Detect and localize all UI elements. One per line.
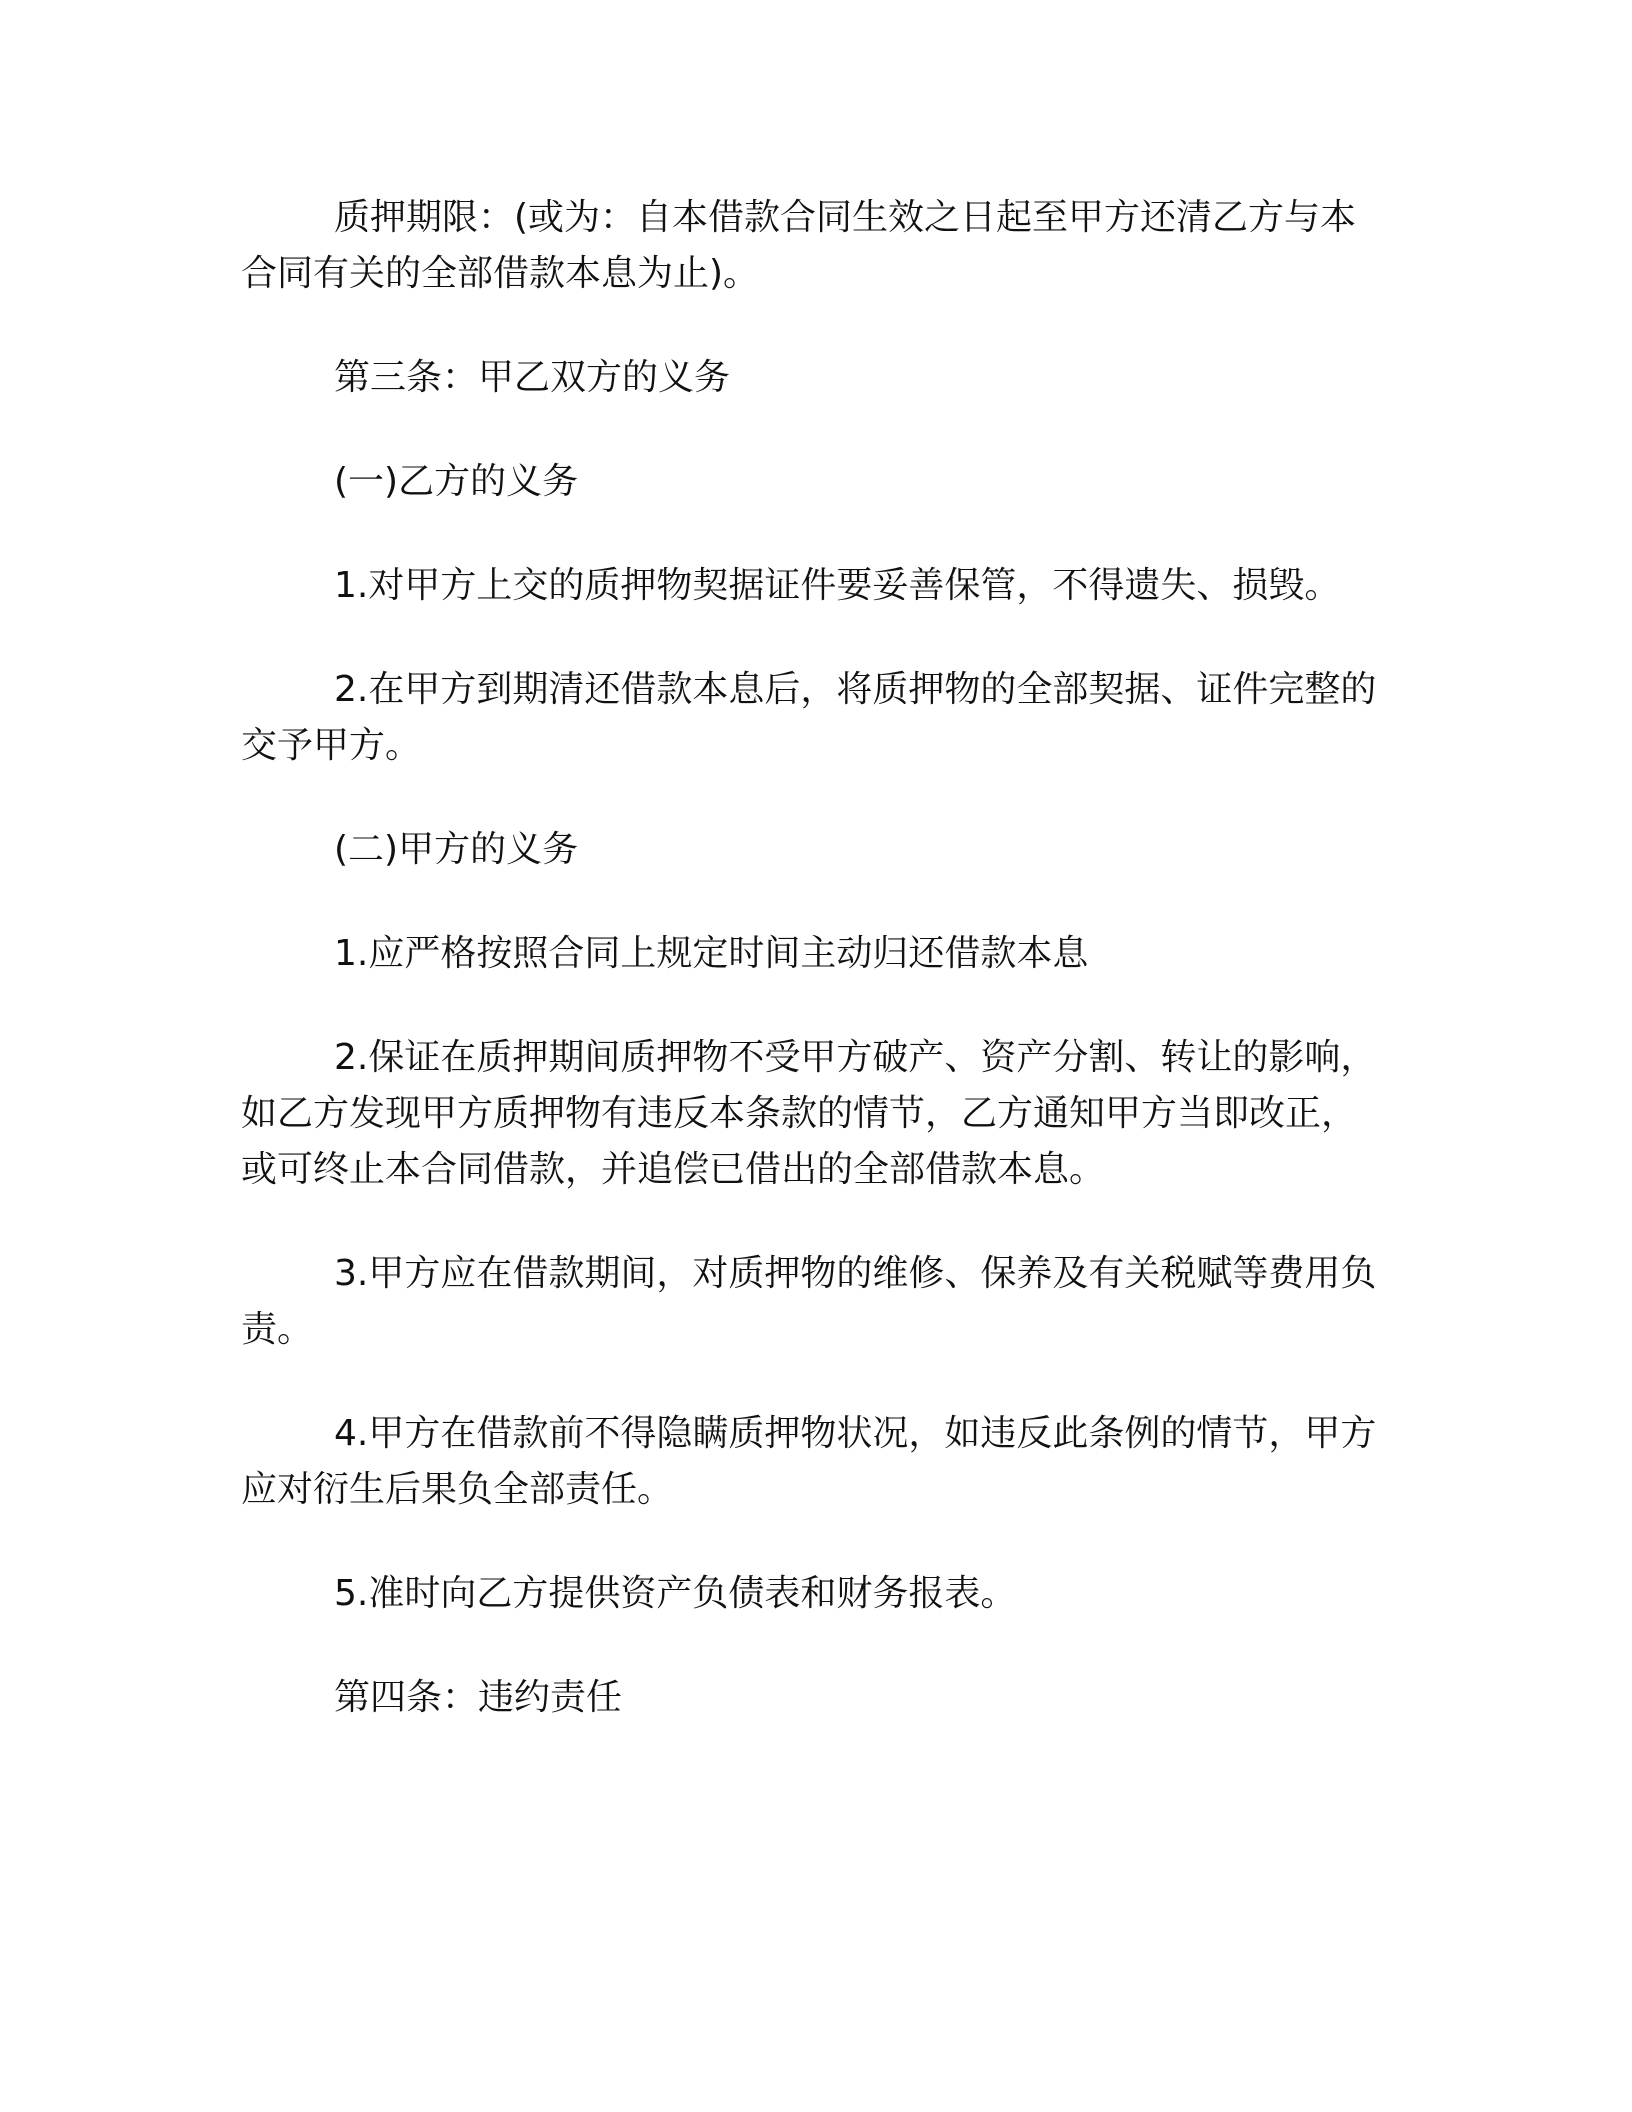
paragraph-a-obligation-3: 3.甲方应在借款期间，对质押物的维修、保养及有关税赋等费用负责。: [241, 1253, 1377, 1350]
subheading-party-b-obligations: (一)乙方的义务: [334, 461, 579, 502]
document-body: [241, 190, 1381, 1774]
paragraph-pledge-term: 质押期限：(或为：自本借款合同生效之日起至甲方还清乙方与本合同有关的全部借款本息为止)。: [241, 197, 1357, 294]
paragraph-a-obligation-4: 4.甲方在借款前不得隐瞒质押物状况，如违反此条例的情节，甲方应对衍生后果负全部责任。: [241, 1413, 1377, 1510]
paragraph-b-obligation-1: 1.对甲方上交的质押物契据证件要妥善保管，不得遗失、损毁。: [334, 565, 1341, 606]
paragraph-a-obligation-1: 1.应严格按照合同上规定时间主动归还借款本息: [334, 933, 1089, 974]
heading-article-3: 第三条：甲乙双方的义务: [334, 357, 731, 398]
subheading-party-a-obligations: (二)甲方的义务: [334, 829, 579, 870]
heading-article-4: 第四条：违约责任: [334, 1677, 623, 1718]
paragraph-a-obligation-5: 5.准时向乙方提供资产负债表和财务报表。: [334, 1573, 1017, 1614]
paragraph-a-obligation-2: 2.保证在质押期间质押物不受甲方破产、资产分割、转让的影响，如乙方发现甲方质押物有违反本条款的情节，乙方通知甲方当即改正，或可终止本合同借款，并追偿已借出的全部借款本息。: [241, 1037, 1377, 1190]
paragraph-b-obligation-2: 2.在甲方到期清还借款本息后，将质押物的全部契据、证件完整的交予甲方。: [241, 669, 1377, 766]
